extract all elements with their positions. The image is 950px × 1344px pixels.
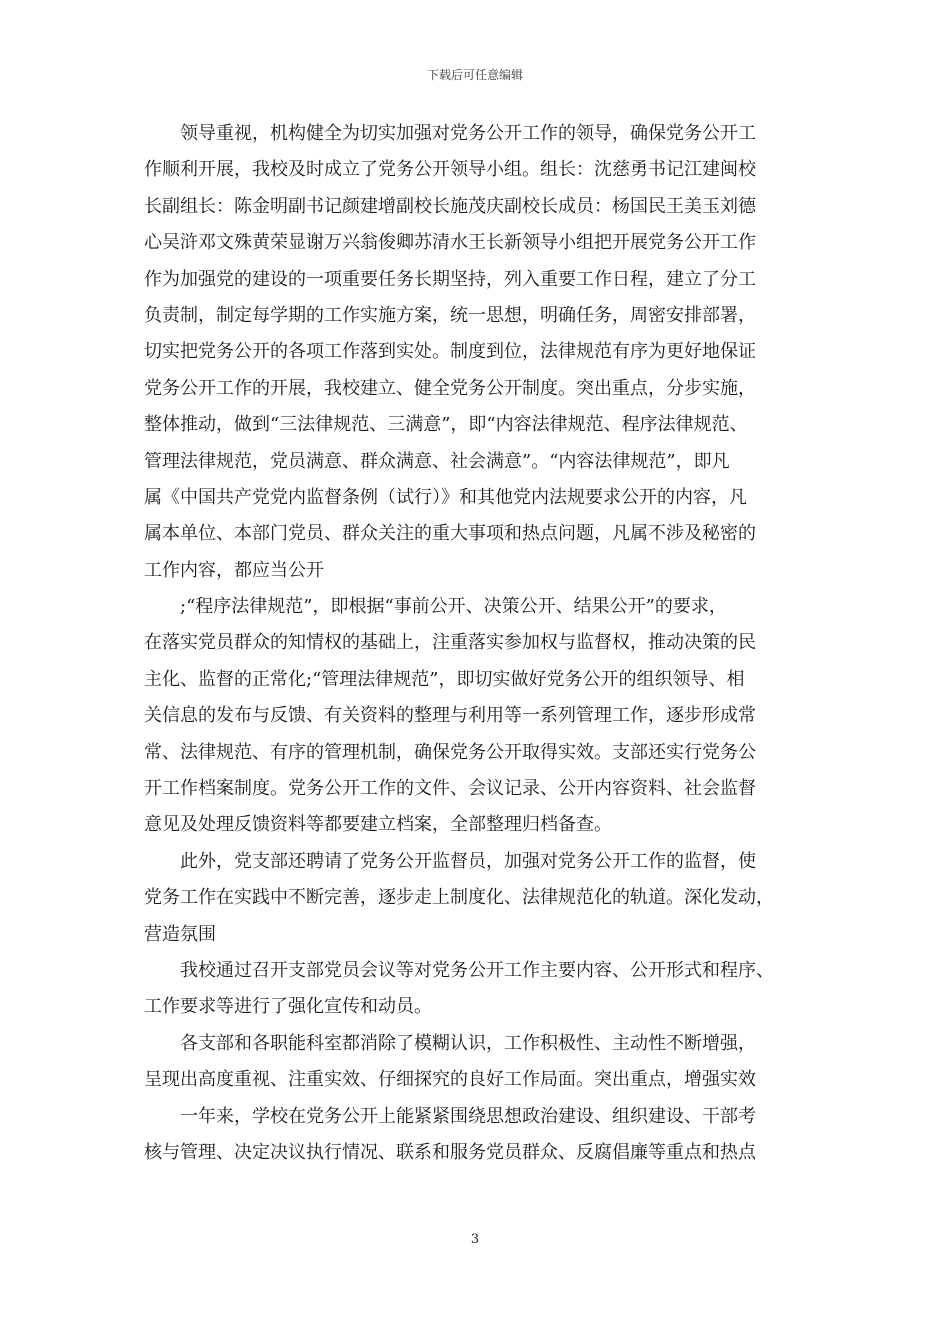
text-line: 党务公开工作的开展，我校建立、健全党务公开制度。突出重点，分步实施， — [144, 377, 756, 399]
text-line: 常、法律规范、有序的管理机制，确保党务公开取得实效。支部还实行党务公 — [144, 741, 756, 763]
text-line: 负责制，制定每学期的工作实施方案，统一思想，明确任务，周密安排部署， — [144, 304, 756, 326]
text-line: 核与管理、决定决议执行情况、联系和服务党员群众、反腐倡廉等重点和热点 — [144, 1141, 756, 1163]
text-line: 工作要求等进行了强化宣传和动员。 — [144, 996, 432, 1018]
document-body — [144, 116, 824, 1171]
text-line: 切实把党务公开的各项工作落到实处。制度到位，法律规范有序为更好地保证 — [144, 341, 756, 363]
text-line: 主化、监督的正常化;“管理法律规范”，即切实做好党务公开的组织领导、相 — [144, 668, 745, 690]
text-line: 工作内容，都应当公开 — [144, 559, 324, 581]
text-line: 意见及处理反馈资料等都要建立档案，全部整理归档备查。 — [144, 814, 612, 836]
text-line: 呈现出高度重视、注重实效、仔细探究的良好工作局面。突出重点，增强实效 — [144, 1069, 756, 1091]
text-line: 我校通过召开支部党员会议等对党务公开工作主要内容、公开形式和程序、 — [144, 959, 774, 981]
text-line: 此外，党支部还聘请了党务公开监督员，加强对党务公开工作的监督，使 — [144, 850, 756, 872]
text-line: 在落实党员群众的知情权的基础上，注重落实参加权与监督权，推动决策的民 — [144, 632, 756, 654]
text-line: 长副组长：陈金明副书记颜建增副校长施茂庆副校长成员：杨国民王美玉刘德 — [144, 195, 756, 217]
text-line: 整体推动，做到“三法律规范、三满意”，即“内容法律规范、程序法律规范、 — [144, 414, 748, 436]
text-line: 心吴浒邓文殊黄荣显谢万兴翁俊卿苏清水王长新领导小组把开展党务公开工作 — [144, 232, 756, 254]
text-line: 管理法律规范，党员满意、群众满意、社会满意”。“内容法律规范”，即凡 — [144, 450, 730, 472]
text-line: 开工作档案制度。党务公开工作的文件、会议记录、公开内容资料、社会监督 — [144, 778, 756, 800]
text-line: 作为加强党的建设的一项重要任务长期坚持，列入重要工作日程，建立了分工 — [144, 268, 756, 290]
text-line: 一年来，学校在党务公开上能紧紧围绕思想政治建设、组织建设、干部考 — [144, 1105, 756, 1127]
page-number: 3 — [470, 1232, 480, 1247]
page-header: 下载后可任意编辑 — [426, 68, 523, 82]
text-line: 党务工作在实践中不断完善，逐步走上制度化、法律规范化的轨道。深化发动， — [144, 887, 774, 909]
text-line: 属本单位、本部门党员、群众关注的重大事项和热点问题，凡属不涉及秘密的 — [144, 523, 756, 545]
text-line: 各支部和各职能科室都消除了模糊认识，工作积极性、主动性不断增强， — [144, 1032, 756, 1054]
text-line: 营造氛围 — [144, 923, 216, 945]
text-line: 作顺利开展，我校及时成立了党务公开领导小组。组长：沈慈勇书记江建闽校 — [144, 159, 756, 181]
text-line: 关信息的发布与反馈、有关资料的整理与利用等一系列管理工作，逐步形成常 — [144, 705, 756, 727]
text-line: 领导重视，机构健全为切实加强对党务公开工作的领导，确保党务公开工 — [144, 123, 756, 144]
text-line: ;“程序法律规范”，即根据“事前公开、决策公开、结果公开”的要求， — [144, 596, 727, 618]
text-line: 属《中国共产党党内监督条例（试行）》和其他党内法规要求公开的内容，凡 — [144, 486, 747, 508]
